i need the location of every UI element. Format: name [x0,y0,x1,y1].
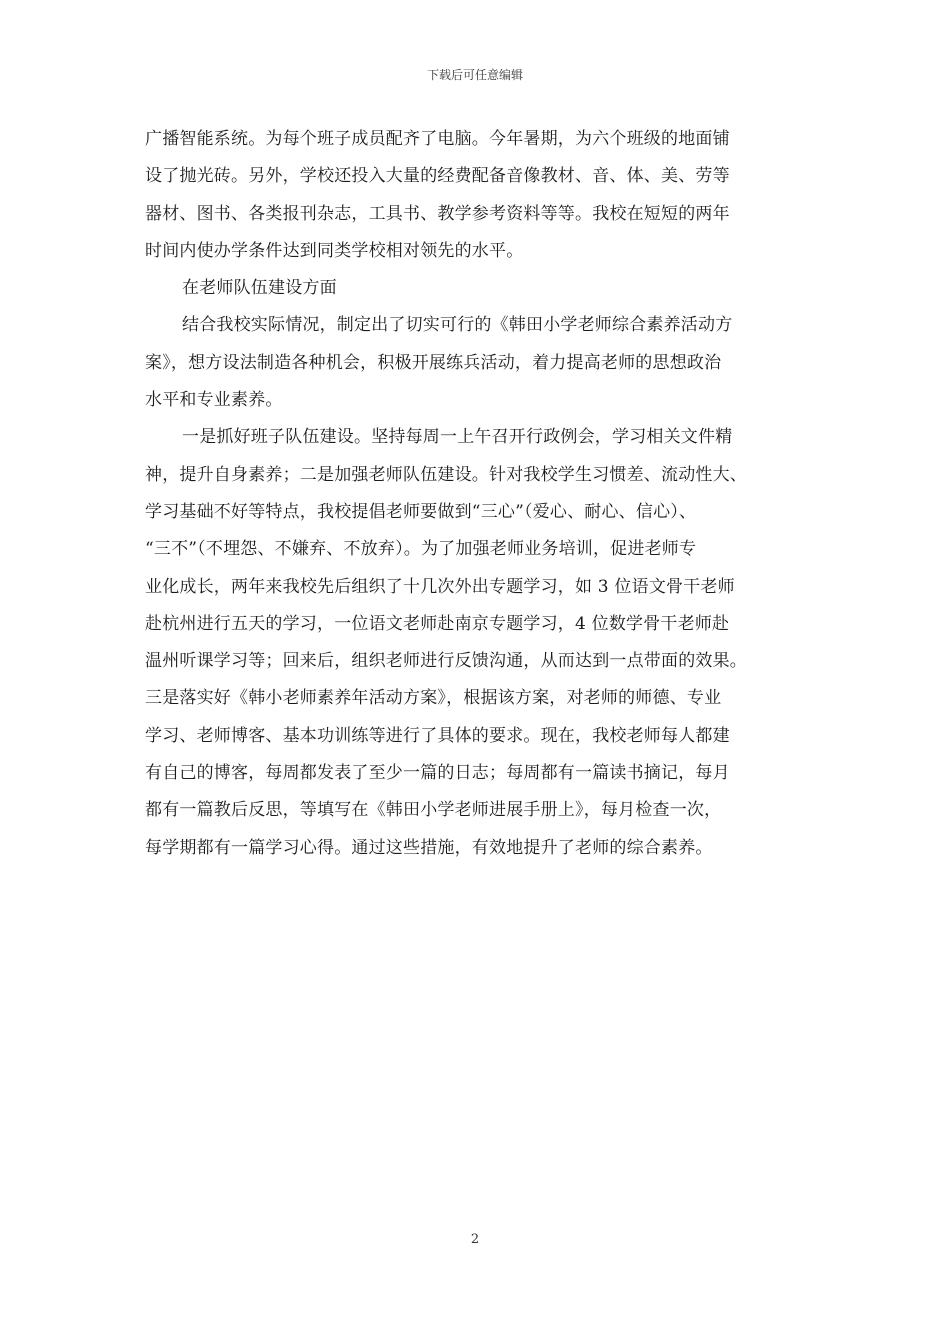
page-number: 2 [470,1232,480,1247]
page-header: 下载后可任意编辑 [426,68,523,82]
text-line: 器材、图书、各类报刊杂志，工具书、教学参考资料等等。我校在短短的两年 [145,203,730,224]
text-line: 神，提升自身素养；二是加强老师队伍建设。针对我校学生习惯差、流动性大、 [145,464,747,485]
text-line: 一是抓好班子队伍建设。坚持每周一上午召开行政例会，学习相关文件精 [182,427,733,448]
text-line: 广播智能系统。为每个班子成员配齐了电脑。今年暑期，为六个班级的地面铺 [145,129,730,149]
text-line: 时间内使办学条件达到同类学校相对领先的水平。 [145,240,524,261]
text-line: 案》，想方设法制造各种机会，积极开展练兵活动，着力提高老师的思想政治 [145,352,722,373]
text-line: 水平和专业素养。 [145,390,283,411]
text-line: 有自己的博客，每周都发表了至少一篇的日志；每周都有一篇读书摘记，每月 [145,763,730,784]
text-line: 都有一篇教后反思，等填写在《韩田小学老师进展手册上》，每月检查一次， [145,800,722,821]
text-line: “三不”（不埋怨、不嫌弃、不放弃）。为了加强老师业务培训，促进老师专 [145,539,697,560]
text-line: 温州听课学习等；回来后，组织老师进行反馈沟通，从而达到一点带面的效果。 [145,651,747,672]
text-line: 学习、老师博客、基本功训练等进行了具体的要求。现在，我校老师每人都建 [145,725,730,746]
text-line: 在老师队伍建设方面 [182,278,337,299]
body-text [145,121,807,867]
text-line: 设了抛光砖。另外，学校还投入大量的经费配备音像教材、音、体、美、劳等 [145,166,730,187]
text-line: 学习基础不好等特点，我校提倡老师要做到“三心”（爱心、耐心、信心）、 [145,501,697,522]
text-line: 三是落实好《韩小老师素养年活动方案》，根据该方案，对老师的师德、专业 [145,688,722,709]
text-line: 结合我校实际情况，制定出了切实可行的《韩田小学老师综合素养活动方 [182,315,733,336]
text-line: 每学期都有一篇学习心得。通过这些措施，有效地提升了老师的综合素养。 [145,837,713,858]
text-line: 业化成长，两年来我校先后组织了十几次外出专题学习，如 3 位语文骨干老师 [145,576,735,597]
text-line: 赴杭州进行五天的学习，一位语文老师赴南京专题学习，4 位数学骨干老师赴 [145,613,730,634]
